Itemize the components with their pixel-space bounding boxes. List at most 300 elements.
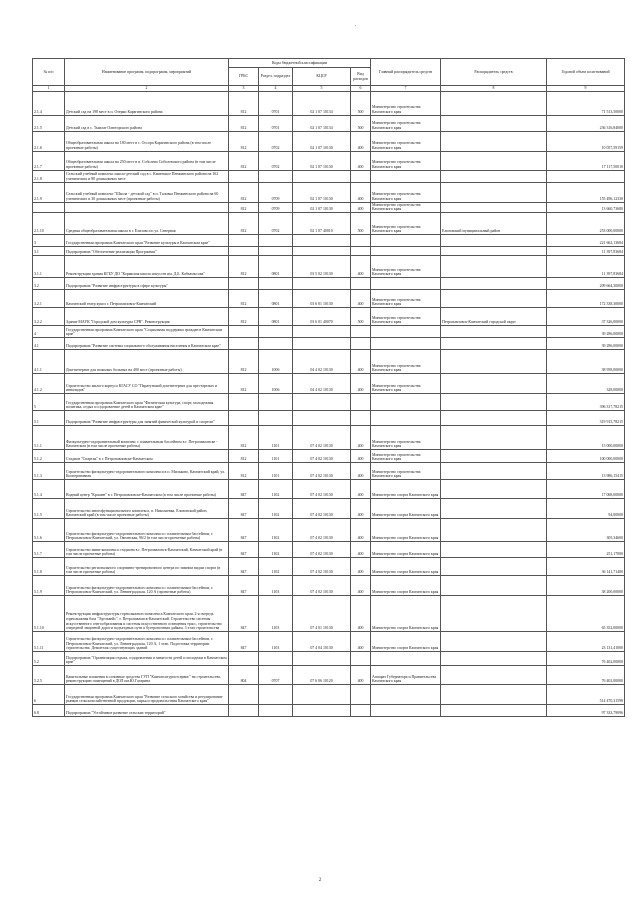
cell-sum: 17 117,50010	[547, 151, 625, 170]
cell-dist	[441, 518, 547, 541]
cell-vr	[351, 234, 371, 246]
cell-rz: 0801	[259, 307, 293, 325]
table-row	[33, 212, 625, 234]
cell-dist	[441, 425, 547, 449]
table-row	[33, 665, 625, 684]
cell-ksr	[293, 393, 351, 410]
header-index: 4	[259, 86, 293, 92]
cell-rz: 0701	[259, 115, 293, 131]
cell-sum: 39 286,00000	[547, 325, 625, 337]
cell-rz: 1101	[259, 449, 293, 462]
cell-dist	[441, 393, 547, 410]
cell-num: 3.2.1	[33, 289, 65, 307]
cell-vr: 500	[351, 91, 371, 115]
cell-vr	[351, 337, 371, 349]
cell-dist	[441, 479, 547, 498]
cell-sum: 38 958,00000	[547, 349, 625, 373]
cell-vr: 400	[351, 373, 371, 393]
cell-rec: Министерство строительства Камчатского края	[371, 91, 441, 115]
cell-grbs	[229, 651, 259, 665]
table-row	[33, 307, 625, 325]
cell-grbs	[229, 410, 259, 425]
cell-rec: Министерство строительства Камчатского края	[371, 289, 441, 307]
cell-rz: 0702	[259, 131, 293, 151]
table-header	[33, 59, 625, 92]
cell-vr: 400	[351, 498, 371, 518]
cell-name: Государственная программа Камчатского края "Физическая культура, спорт, молодежная политика, отдых и оздоровление детей в Камчатском крае"	[65, 393, 229, 410]
cell-sum: 39 286,00000	[547, 337, 625, 349]
cell-dist	[441, 410, 547, 425]
cell-num: 5.1.1	[33, 425, 65, 449]
cell-dist	[441, 349, 547, 373]
cell-dist	[441, 557, 547, 575]
cell-dist	[441, 151, 547, 170]
cell-dist	[441, 289, 547, 307]
cell-ksr: 07 6 06 10120	[293, 665, 351, 684]
cell-sum: 36 141,71400	[547, 557, 625, 575]
cell-rec	[371, 277, 441, 289]
cell-rz: 1102	[259, 479, 293, 498]
cell-dist	[441, 234, 547, 246]
cell-name: Подпрограмма "Развитие инфраструктуры в сфере культуры"	[65, 277, 229, 289]
cell-ksr	[293, 651, 351, 665]
budget-allocation-table	[32, 58, 625, 717]
cell-vr: 400	[351, 349, 371, 373]
cell-name: Средняя общеобразовательная школа в г. Елизово по ул. Северная	[65, 212, 229, 234]
cell-rz	[259, 337, 293, 349]
cell-grbs: 847	[229, 557, 259, 575]
cell-ksr	[293, 410, 351, 425]
cell-sum: 155 496,12330	[547, 182, 625, 202]
cell-num: 5.1.6	[33, 518, 65, 541]
cell-ksr: 03 6 01 10130	[293, 289, 351, 307]
cell-grbs	[229, 393, 259, 410]
cell-grbs: 812	[229, 151, 259, 170]
table-row	[33, 337, 625, 349]
cell-vr	[351, 325, 371, 337]
cell-name: Строительство многофункционального комплекса, п. Николаевка, Елизовский район, Камчатский край (в том числе проектные работы)	[65, 498, 229, 518]
cell-rec: Министерство спорта Камчатского края	[371, 541, 441, 557]
cell-num: 4.1	[33, 337, 65, 349]
cell-vr	[351, 277, 371, 289]
cell-dist	[441, 91, 547, 115]
cell-vr: 400	[351, 151, 371, 170]
table-row	[33, 325, 625, 337]
cell-vr: 400	[351, 631, 371, 651]
cell-rz: 0702	[259, 151, 293, 170]
cell-dist	[441, 651, 547, 665]
cell-rec	[371, 410, 441, 425]
cell-num: 4	[33, 325, 65, 337]
cell-name: Камчатский театр кукол г. Петропавловск-Камчатский	[65, 289, 229, 307]
cell-rz: 1103	[259, 631, 293, 651]
cell-grbs	[229, 234, 259, 246]
cell-grbs	[229, 277, 259, 289]
cell-num: 5.1.5	[33, 498, 65, 518]
header-vr: Вид расходов	[351, 68, 371, 86]
cell-ksr: 04 4 02 10130	[293, 373, 351, 393]
cell-dist	[441, 115, 547, 131]
cell-rz	[259, 325, 293, 337]
cell-ksr	[293, 234, 351, 246]
cell-num: 4.1.1	[33, 349, 65, 373]
table-row	[33, 449, 625, 462]
cell-name: Детский сад на 198 мест в п. Озерки Карагинского района	[65, 91, 229, 115]
header-recipient: Главный распорядитель средств	[371, 59, 441, 86]
cell-name: Подпрограмма "Организация отдыха, оздоровления и занятости детей и молодежи в Камчатском крае"	[65, 651, 229, 665]
cell-name: Физкультурно-оздоровительный комплекс с плавательным бассейном в г. Петропавловске - Камчатском (в том числе проектные работы)	[65, 425, 229, 449]
cell-grbs: 812	[229, 349, 259, 373]
cell-ksr: 07 4 02 10130	[293, 541, 351, 557]
cell-name: Государственная программа Камчатского края "Развитие культуры в Камчатском крае"	[65, 234, 229, 246]
cell-name: Водный центр "Крашен" в г. Петропавловске-Камчатском (в том числе проектные работы)	[65, 479, 229, 498]
table-row	[33, 277, 625, 289]
cell-num: 2.1.10	[33, 212, 65, 234]
cell-vr	[351, 704, 371, 716]
cell-rec: Министерство строительства Камчатского края	[371, 307, 441, 325]
cell-num: 3.2	[33, 277, 65, 289]
table-row	[33, 91, 625, 115]
cell-ksr: 02 1 07 10130	[293, 131, 351, 151]
cell-rec: Министерство строительства Камчатского края	[371, 182, 441, 202]
header-index: 7	[371, 86, 441, 92]
cell-num: 5.1.2	[33, 449, 65, 462]
cell-rec: Министерство спорта Камчатского края	[371, 498, 441, 518]
cell-vr: 400	[351, 131, 371, 151]
cell-ksr: 07 4 02 10130	[293, 425, 351, 449]
table-row	[33, 393, 625, 410]
cell-num: 5.1.4	[33, 479, 65, 498]
table-row	[33, 182, 625, 202]
cell-grbs	[229, 325, 259, 337]
cell-name: Подпрограмма "Развитие системы социального обслуживания населения в Камчатском крае"	[65, 337, 229, 349]
cell-dist	[441, 665, 547, 684]
cell-dist	[441, 373, 547, 393]
cell-rz: 1102	[259, 557, 293, 575]
cell-rz	[259, 277, 293, 289]
cell-rec: Министерство строительства Камчатского края	[371, 212, 441, 234]
cell-vr: 400	[351, 665, 371, 684]
cell-grbs: 812	[229, 307, 259, 325]
cell-num: 5.2.5	[33, 665, 65, 684]
cell-rec	[371, 170, 441, 182]
cell-rec: Аппарат Губернатора и Правительства Камчатского края	[371, 665, 441, 684]
cell-sum: 65 352,00000	[547, 595, 625, 631]
cell-ksr	[293, 337, 351, 349]
cell-grbs: 812	[229, 449, 259, 462]
cell-sum: 100 000,00000	[547, 449, 625, 462]
cell-sum: 13 986,15415	[547, 462, 625, 479]
cell-grbs	[229, 704, 259, 716]
cell-grbs: 847	[229, 631, 259, 651]
cell-vr	[351, 170, 371, 182]
cell-sum: 76 402,00000	[547, 665, 625, 684]
cell-vr: 500	[351, 115, 371, 131]
cell-rec: Министерство строительства Камчатского края	[371, 255, 441, 277]
cell-name: Сельский учебный комплекс школа-детский сад в с. Каменское Пенжинского района на 162 ученических и 80 дошкольных мест	[65, 170, 229, 182]
cell-rz: 1006	[259, 373, 293, 393]
cell-ksr: 02 1 07 10130	[293, 151, 351, 170]
cell-vr	[351, 684, 371, 704]
header-total: Годовой объем ассигнований	[547, 59, 625, 86]
cell-sum: 221 662,13684	[547, 234, 625, 246]
cell-rec	[371, 393, 441, 410]
cell-num: 2.1.5	[33, 115, 65, 131]
cell-rz: 0701	[259, 91, 293, 115]
cell-dist: Елизовский муниципальный район	[441, 212, 547, 234]
header-distributor: Распорядитель средств	[441, 59, 547, 86]
header-grbs: ГРБС	[229, 68, 259, 86]
cell-ksr: 02 1 07 10134	[293, 115, 351, 131]
cell-rec: Министерство спорта Камчатского края	[371, 595, 441, 631]
cell-rz	[259, 234, 293, 246]
cell-num: 6.8	[33, 704, 65, 716]
cell-dist	[441, 462, 547, 479]
page-number: 2	[318, 878, 322, 883]
cell-dist	[441, 131, 547, 151]
cell-grbs	[229, 337, 259, 349]
cell-sum: 15 000,00000	[547, 425, 625, 449]
cell-num: 5.1.10	[33, 595, 65, 631]
cell-name: Общеобразовательная школа на 250 мест в п. Соболево Соболевского района (в том числе проектные работы)	[65, 151, 229, 170]
cell-dist	[441, 202, 547, 212]
cell-name: Строительство физкультурно-оздоровительного комплекса с плавательным бассейном, г. Петропавловск-Камчатский, ул. Ленинградская, 120 А, 1 этап. Подготовка территории строительства. Демонтаж существующих зданий	[65, 631, 229, 651]
table-row	[33, 684, 625, 704]
table-row	[33, 151, 625, 170]
cell-rz: 0707	[259, 665, 293, 684]
table-row	[33, 373, 625, 393]
cell-rec: Министерство строительства Камчатского края	[371, 131, 441, 151]
cell-name: Капитальные вложения в основные средства ГУП "Камчатсктуристсервис" на строительство, реконструкцию помещений в ДОЛ им.Ю.Гагарина	[65, 665, 229, 684]
cell-rz	[259, 704, 293, 716]
cell-num: 2.1.6	[33, 131, 65, 151]
cell-name: Подпрограмма "Развитие инфраструктуры для занятий физической культурой и спортом"	[65, 410, 229, 425]
cell-vr: 400	[351, 541, 371, 557]
table-row	[33, 595, 625, 631]
cell-grbs	[229, 246, 259, 255]
cell-rz	[259, 651, 293, 665]
table-row	[33, 202, 625, 212]
table-row	[33, 255, 625, 277]
cell-rec: Министерство спорта Камчатского края	[371, 575, 441, 595]
cell-name: Подпрограмма "Обеспечение реализации Программы"	[65, 246, 229, 255]
cell-grbs: 847	[229, 595, 259, 631]
cell-vr: 400	[351, 202, 371, 212]
cell-sum: 236 316,84000	[547, 115, 625, 131]
cell-rec	[371, 704, 441, 716]
cell-vr: 400	[351, 557, 371, 575]
cell-sum: 514 470,31598	[547, 684, 625, 704]
table-row	[33, 704, 625, 716]
cell-grbs	[229, 170, 259, 182]
table-row	[33, 131, 625, 151]
cell-name: Государственная программа Камчатского края "Развитие сельского хозяйства и регулирование рынков сельскохозяйственной продукции, сырья и продовольствия Камчатского края"	[65, 684, 229, 704]
cell-grbs: 812	[229, 91, 259, 115]
cell-ksr: 04 4 02 10130	[293, 349, 351, 373]
cell-rec: Министерство спорта Камчатского края	[371, 518, 441, 541]
cell-ksr: 03 6 01 40070	[293, 307, 351, 325]
cell-vr: 400	[351, 289, 371, 307]
table-row	[33, 289, 625, 307]
cell-sum: 71 513,50000	[547, 91, 625, 115]
cell-dist: Петропавловск-Камчатский городской округ	[441, 307, 547, 325]
cell-num: 5.2	[33, 651, 65, 665]
header-index: 5	[293, 86, 351, 92]
cell-rz: 1103	[259, 575, 293, 595]
table-row	[33, 410, 625, 425]
cell-rec	[371, 651, 441, 665]
cell-vr: 500	[351, 212, 371, 234]
cell-vr: 400	[351, 518, 371, 541]
cell-grbs	[229, 684, 259, 704]
cell-vr	[351, 651, 371, 665]
cell-dist	[441, 170, 547, 182]
cell-ksr: 02 1 07 10130	[293, 182, 351, 202]
cell-rz: 1102	[259, 518, 293, 541]
cell-sum: 23 131,41000	[547, 631, 625, 651]
cell-name: Строительство физкультурно-оздоровительного комплекса с плавательным бассейном, г. Петропавловск-Камчатский, ул. Океанская, 96/2 (в том числе проектные работы)	[65, 518, 229, 541]
cell-num: 2.1.4	[33, 91, 65, 115]
table-row	[33, 651, 625, 665]
header-index: 9	[547, 86, 625, 92]
cell-vr: 400	[351, 575, 371, 595]
cell-num: 5	[33, 393, 65, 410]
cell-rec: Министерство строительства Камчатского края	[371, 449, 441, 462]
cell-ksr: 03 5 02 10130	[293, 255, 351, 277]
cell-dist	[441, 182, 547, 202]
cell-sum: 38 200,00000	[547, 575, 625, 595]
table-row	[33, 170, 625, 182]
cell-grbs: 812	[229, 462, 259, 479]
cell-sum: 13 660,73680	[547, 202, 625, 212]
cell-grbs: 847	[229, 518, 259, 541]
cell-grbs: 812	[229, 212, 259, 234]
cell-sum: 396 317,78215	[547, 393, 625, 410]
table-row	[33, 631, 625, 651]
table-body	[33, 91, 625, 716]
cell-dist	[441, 277, 547, 289]
cell-grbs: 812	[229, 202, 259, 212]
cell-name: Дом-интернат для пожилых больных на 400 мест (проектные работы)	[65, 349, 229, 373]
header-index: 3	[229, 86, 259, 92]
cell-rz	[259, 246, 293, 255]
cell-name: Строительство регионального спортивно-тренировочного центра по зимним видам спорта (в том числе проектные работы)	[65, 557, 229, 575]
cell-rec: Министерство строительства Камчатского края	[371, 373, 441, 393]
cell-grbs: 812	[229, 131, 259, 151]
cell-rec: Министерство спорта Камчатского края	[371, 479, 441, 498]
cell-num: 5.1.3	[33, 462, 65, 479]
cell-rz: 0801	[259, 289, 293, 307]
cell-ksr: 07 4 02 10130	[293, 498, 351, 518]
cell-ksr: 02 1 07 10130	[293, 202, 351, 212]
cell-sum: 305,34600	[547, 518, 625, 541]
header-ksr: КЦСР	[293, 68, 351, 86]
cell-sum: 94,00000	[547, 498, 625, 518]
cell-num: 3	[33, 234, 65, 246]
cell-dist	[441, 246, 547, 255]
cell-rz: 0801	[259, 255, 293, 277]
cell-dist	[441, 255, 547, 277]
cell-name: Государственная программа Камчатского края "Социальная поддержка граждан в Камчатском крае"	[65, 325, 229, 337]
cell-dist	[441, 498, 547, 518]
cell-rz	[259, 684, 293, 704]
cell-rz: 0702	[259, 212, 293, 234]
cell-num: 3.1.1	[33, 255, 65, 277]
cell-rz: 0709	[259, 182, 293, 202]
cell-ksr: 07 4 02 10130	[293, 575, 351, 595]
table-row	[33, 541, 625, 557]
cell-dist	[441, 325, 547, 337]
header-name: Наименование программ, подпрограмм, мероприятий	[65, 59, 229, 86]
cell-num: 3.2.2	[33, 307, 65, 325]
cell-sum: 209 664,30000	[547, 277, 625, 289]
cell-ksr: 07 4 02 10130	[293, 557, 351, 575]
cell-rec: Министерство строительства Камчатского края	[371, 425, 441, 449]
header-index: 1	[33, 86, 65, 92]
cell-name: Общеобразовательная школа на 180 мест в с. Оссора Карагинского района (в том числе проектные работы)	[65, 131, 229, 151]
cell-rz: 1102	[259, 498, 293, 518]
cell-rz	[259, 393, 293, 410]
cell-num	[33, 202, 65, 212]
cell-ksr: 07 4 02 10130	[293, 518, 351, 541]
cell-vr: 400	[351, 255, 371, 277]
cell-name: Реконструкция инфраструктуры горнолыжного комплекса Камчатского края. 2-я очередь горнолыжная база "Эдельвейс", г. Петропавловск-Камчатский. Строительство системы искусственного снегообразования и системы искусственного освещения трасс, строительство очередной защитной дороги подъездных пути к бугеровочным дайкам. 3 этап строительства	[65, 595, 229, 631]
header-index: 2	[65, 86, 229, 92]
cell-ksr	[293, 325, 351, 337]
cell-dist	[441, 541, 547, 557]
cell-vr: 500	[351, 307, 371, 325]
cell-num: 6	[33, 684, 65, 704]
cell-grbs: 812	[229, 115, 259, 131]
cell-ksr: 07 4 02 10130	[293, 462, 351, 479]
header-num: № п/п	[33, 59, 65, 86]
cell-ksr	[293, 684, 351, 704]
cell-grbs: 847	[229, 541, 259, 557]
cell-vr: 400	[351, 479, 371, 498]
header-index: 6	[351, 86, 371, 92]
cell-grbs: 812	[229, 182, 259, 202]
cell-vr: 400	[351, 462, 371, 479]
cell-sum: 37 326,00000	[547, 307, 625, 325]
cell-rz: 0709	[259, 202, 293, 212]
cell-dist	[441, 631, 547, 651]
cell-vr: 400	[351, 182, 371, 202]
cell-rec	[371, 234, 441, 246]
cell-rz: 1101	[259, 425, 293, 449]
cell-ksr	[293, 246, 351, 255]
cell-vr: 400	[351, 449, 371, 462]
table-row	[33, 498, 625, 518]
header-codes: Коды бюджетной классификации	[229, 59, 371, 68]
table-row	[33, 349, 625, 373]
cell-sum: 251,17000	[547, 541, 625, 557]
cell-vr	[351, 393, 371, 410]
cell-num: 5.1	[33, 410, 65, 425]
cell-rec: Министерство строительства Камчатского края	[371, 151, 441, 170]
cell-grbs: 812	[229, 255, 259, 277]
cell-ksr: 07 4 04 10130	[293, 631, 351, 651]
cell-rec	[371, 337, 441, 349]
cell-num: 4.1.2	[33, 373, 65, 393]
cell-num: 2.1.8	[33, 170, 65, 182]
cell-rec	[371, 246, 441, 255]
cell-sum: 11 397,83684	[547, 255, 625, 277]
cell-sum: 253 000,00000	[547, 212, 625, 234]
cell-dist	[441, 684, 547, 704]
cell-num: 2.1.7	[33, 151, 65, 170]
cell-dist	[441, 449, 547, 462]
cell-num: 5.1.9	[33, 575, 65, 595]
